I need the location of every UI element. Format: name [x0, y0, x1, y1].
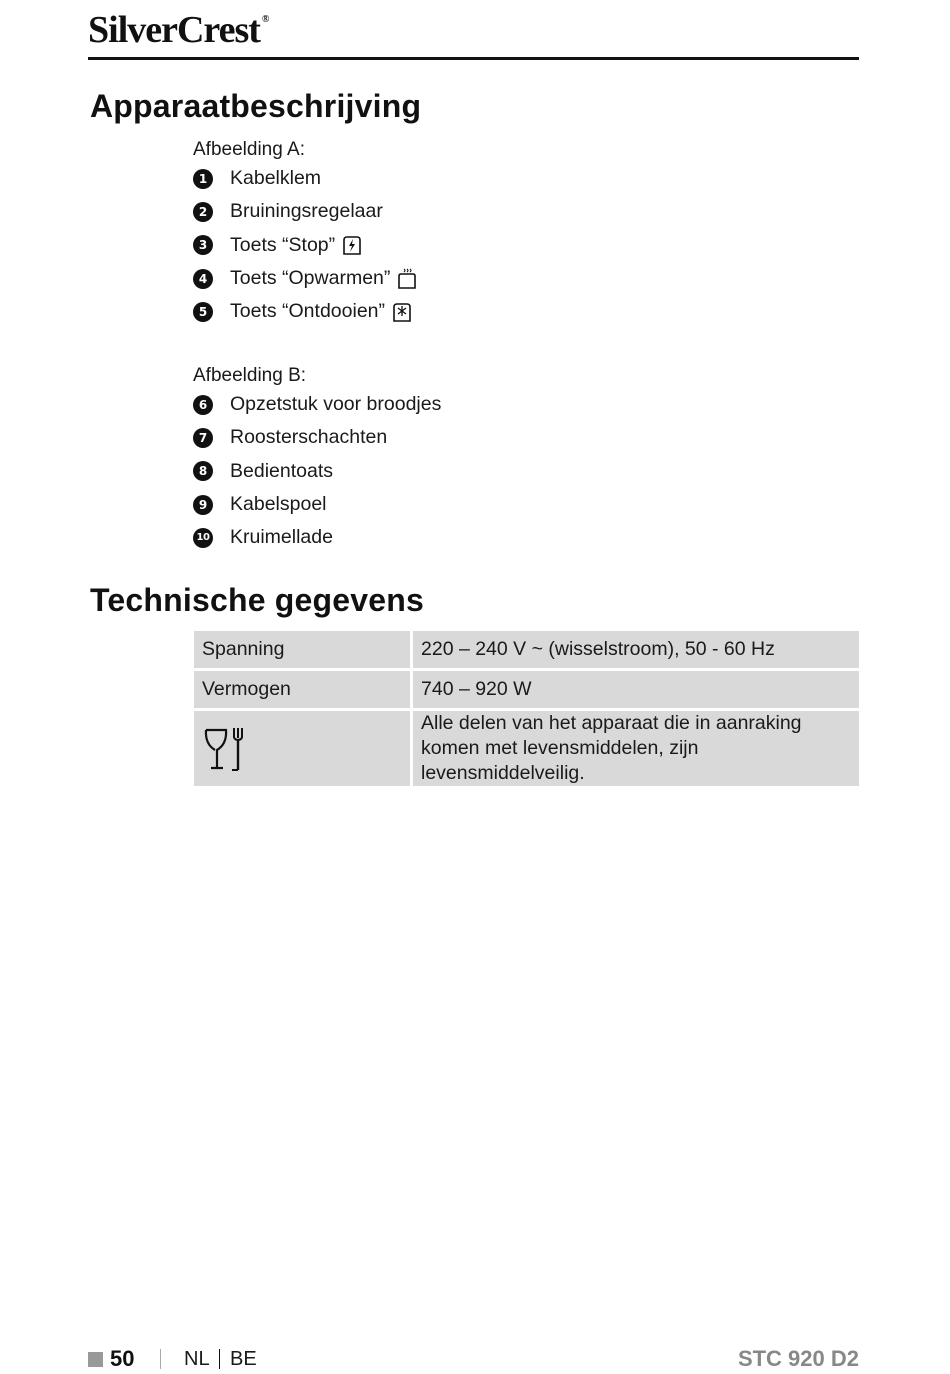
- item-label: Bedientoats: [230, 459, 333, 482]
- language-code: NL: [184, 1348, 210, 1370]
- technical-specs-table: [194, 631, 859, 786]
- figure-b-caption: Afbeelding B:: [193, 365, 307, 386]
- brand-logo: SilverCrest ®: [88, 9, 269, 51]
- item-number-badge: 5: [193, 302, 213, 322]
- figure-a-list: [193, 162, 418, 328]
- table-row: [194, 671, 859, 711]
- item-label: Kruimellade: [230, 526, 333, 549]
- header-rule: [88, 57, 859, 60]
- item-number-badge: 8: [193, 461, 213, 481]
- defrost-button-icon: [391, 301, 413, 323]
- list-item: [193, 488, 441, 521]
- list-item: [193, 262, 418, 295]
- spec-value: 740 – 920 W: [413, 671, 859, 711]
- list-item: [193, 195, 418, 228]
- item-label: Toets “Stop”: [230, 233, 336, 256]
- figure-a-caption: Afbeelding A:: [193, 139, 305, 160]
- item-label: Kabelklem: [230, 167, 322, 190]
- model-number: STC 920 D2: [737, 1346, 859, 1371]
- item-number-badge: 7: [193, 428, 213, 448]
- footer-divider: [219, 1349, 220, 1369]
- list-item: [193, 455, 441, 488]
- item-label: Bruiningsregelaar: [230, 200, 383, 223]
- language-code: BE: [230, 1348, 257, 1370]
- list-item: [193, 521, 441, 554]
- table-row: [194, 631, 859, 671]
- reheat-button-icon: [396, 268, 418, 290]
- item-number-badge: 1: [193, 169, 213, 189]
- food-safe-glass-fork-icon: [202, 724, 250, 774]
- item-label: Opzetstuk voor broodjes: [230, 393, 442, 416]
- footer-divider: [160, 1349, 161, 1369]
- list-item: [193, 421, 441, 454]
- item-number-badge: 9: [193, 495, 213, 515]
- spec-label: Spanning: [194, 631, 413, 671]
- item-number-badge: 10: [193, 528, 213, 548]
- page-footer: [88, 1346, 859, 1374]
- spec-value: Alle delen van het apparaat die in aanraking komen met levensmiddelen, zijn levensmiddelveilig.: [413, 711, 859, 786]
- page-number: 50: [110, 1346, 135, 1371]
- stop-button-icon: [341, 234, 363, 256]
- figure-b-list: [193, 388, 441, 554]
- item-label: Toets “Opwarmen”: [230, 267, 391, 290]
- item-number-badge: 4: [193, 269, 213, 289]
- footer-square-marker: [88, 1352, 103, 1367]
- spec-icon-cell: [194, 711, 413, 786]
- item-number-badge: 6: [193, 395, 213, 415]
- section-title-technical: Technische gegevens: [90, 582, 425, 618]
- item-number-badge: 3: [193, 235, 213, 255]
- item-label: Toets “Ontdooien”: [230, 300, 386, 323]
- item-number-badge: 2: [193, 202, 213, 222]
- item-label: Roosterschachten: [230, 426, 388, 449]
- item-label: Kabelspoel: [230, 493, 327, 516]
- list-item: [193, 162, 418, 195]
- list-item: [193, 229, 418, 262]
- section-title-description: Apparaatbeschrijving: [90, 88, 422, 124]
- list-item: [193, 295, 418, 328]
- spec-value: 220 – 240 V ~ (wisselstroom), 50 - 60 Hz: [413, 631, 859, 671]
- spec-label: Vermogen: [194, 671, 413, 711]
- table-row: [194, 711, 859, 786]
- list-item: [193, 388, 441, 421]
